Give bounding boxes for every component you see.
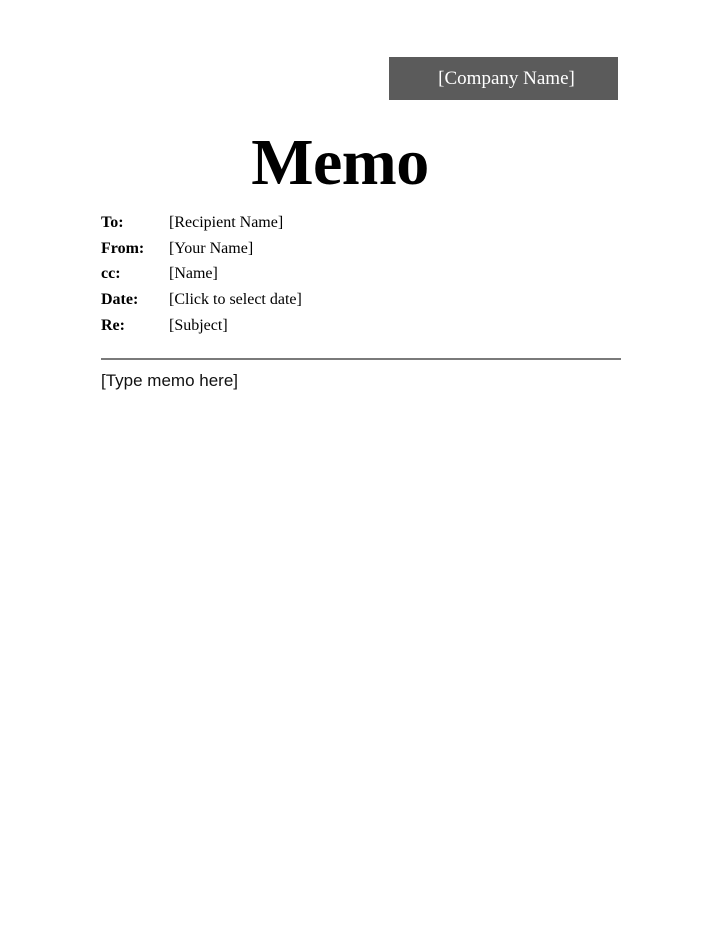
field-value-to[interactable]: [Recipient Name] bbox=[169, 213, 284, 231]
company-name-text: [Company Name] bbox=[438, 67, 575, 89]
field-label-from: From: bbox=[101, 239, 145, 257]
field-row-cc bbox=[101, 262, 621, 288]
field-label-re: Re: bbox=[101, 317, 125, 335]
company-name-box[interactable] bbox=[389, 57, 618, 100]
memo-body[interactable]: [Type memo here] bbox=[101, 371, 239, 390]
memo-header-fields bbox=[101, 210, 621, 339]
field-row-date bbox=[101, 287, 621, 313]
field-label-date: Date: bbox=[101, 291, 139, 309]
field-value-cc[interactable]: [Name] bbox=[169, 265, 218, 283]
field-row-from bbox=[101, 236, 621, 262]
field-row-re bbox=[101, 313, 621, 339]
field-value-date[interactable]: [Click to select date] bbox=[169, 291, 302, 309]
field-value-re[interactable]: [Subject] bbox=[169, 317, 228, 335]
field-label-cc: cc: bbox=[101, 265, 121, 283]
field-value-from[interactable]: [Your Name] bbox=[169, 239, 254, 257]
field-row-to bbox=[101, 210, 621, 236]
memo-title: Memo bbox=[251, 126, 429, 199]
field-label-to: To: bbox=[101, 213, 124, 231]
header-divider bbox=[101, 358, 621, 360]
